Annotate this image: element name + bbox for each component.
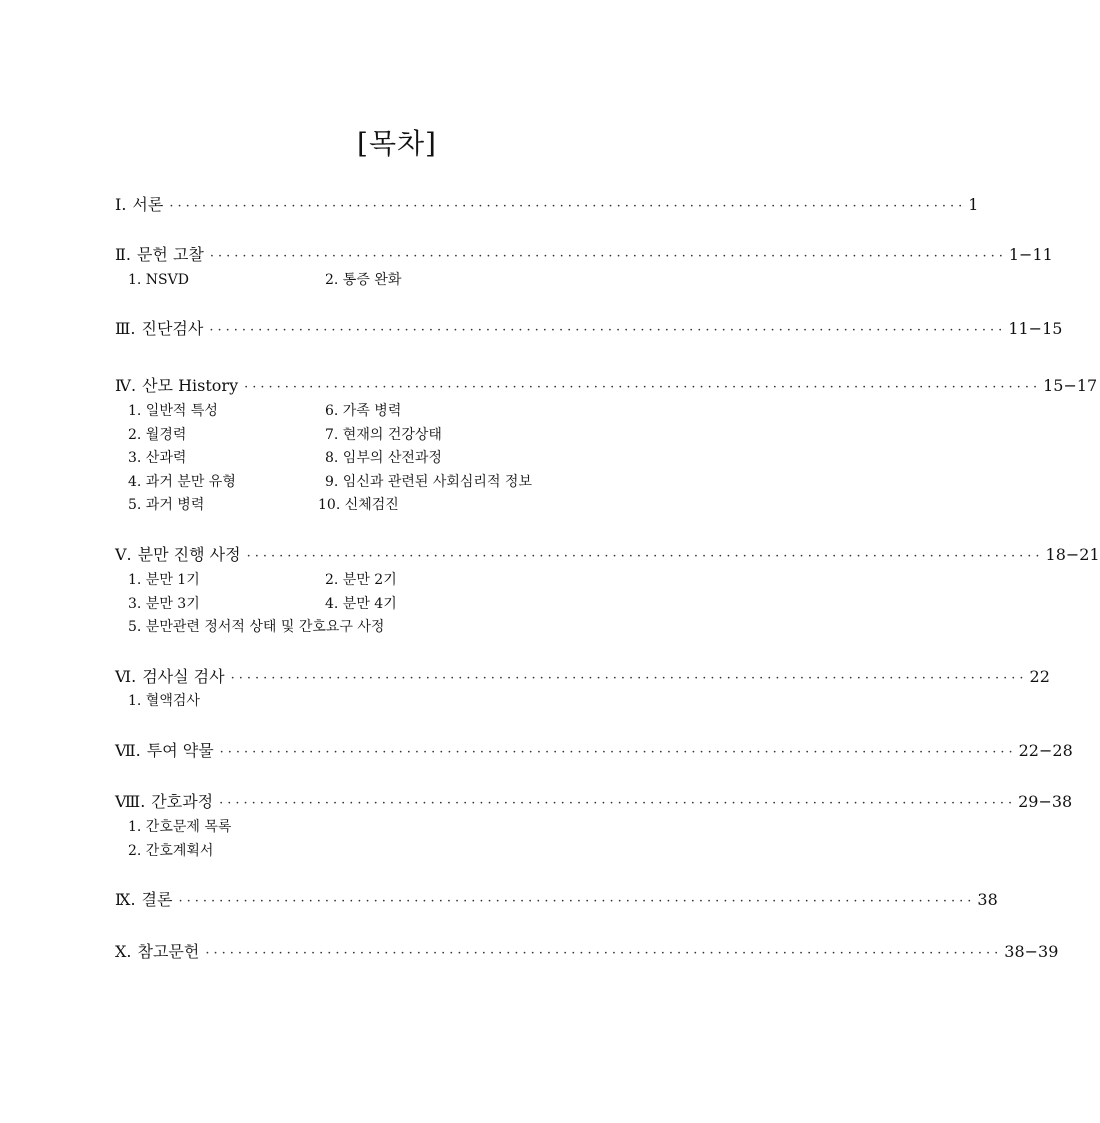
toc-entry-nursing-process[interactable] [115, 789, 1073, 815]
toc-subitem[interactable]: 1. 혈액검사 [128, 693, 200, 709]
toc-page-number: 22−28 [1018, 741, 1073, 760]
toc-label: 투여 약물 [146, 741, 214, 760]
toc-subrow [128, 447, 688, 469]
toc-label: 진단검사 [141, 319, 204, 338]
toc-number: Ⅲ. [115, 319, 136, 338]
toc-subrow [128, 400, 688, 422]
toc-entry-medications[interactable] [115, 738, 1073, 764]
toc-subitem[interactable]: 7. 현재의 건강상태 [325, 427, 442, 443]
toc-leader-dots: ·································································································· [219, 745, 1017, 760]
toc-number: Ⅳ. [115, 376, 137, 395]
toc-subitem[interactable]: 1. 간호문제 목록 [128, 819, 232, 835]
toc-entry-lab-tests[interactable] [115, 664, 1050, 690]
toc-subrow [128, 494, 688, 516]
toc-subitem[interactable]: 9. 임신과 관련된 사회심리적 정보 [325, 474, 532, 490]
toc-subrow [128, 616, 688, 638]
toc-subitem[interactable]: 4. 분만 4기 [325, 596, 397, 612]
toc-subitem[interactable]: 6. 가족 병력 [325, 403, 402, 419]
toc-entry-labor-assessment[interactable] [115, 542, 1100, 568]
toc-leader-dots: ·································································································· [230, 671, 1028, 686]
toc-number: Ⅸ. [115, 890, 136, 909]
toc-entry-literature-review[interactable] [115, 242, 1053, 268]
toc-number: Ⅰ. [115, 195, 127, 214]
toc-label: 참고문헌 [137, 942, 200, 961]
toc-leader-dots: ·································································································· [219, 796, 1017, 811]
toc-subrow [128, 690, 688, 712]
toc-label: 문헌 고찰 [136, 245, 204, 264]
toc-label: 서론 [132, 195, 164, 214]
toc-leader-dots: ·································································································· [209, 323, 1007, 338]
toc-leader-dots: ·································································································· [209, 249, 1007, 264]
toc-number: Ⅶ. [115, 741, 141, 760]
toc-subitem[interactable]: 2. 월경력 [128, 427, 187, 443]
toc-subrow [128, 593, 688, 615]
toc-subitem[interactable]: 4. 과거 분만 유형 [128, 474, 236, 490]
toc-number: Ⅵ. [115, 667, 137, 686]
toc-subitem[interactable]: 8. 임부의 산전과정 [325, 450, 442, 466]
toc-subrow [128, 471, 688, 493]
toc-subitem[interactable]: 2. 간호계획서 [128, 843, 214, 859]
toc-subitem[interactable]: 2. 통증 완화 [325, 272, 402, 288]
toc-number: Ⅱ. [115, 245, 131, 264]
toc-entry-introduction[interactable] [115, 192, 979, 218]
toc-subitem[interactable]: 1. 일반적 특성 [128, 403, 218, 419]
toc-page-number: 38−39 [1004, 942, 1059, 961]
toc-page-number: 1 [968, 195, 979, 214]
toc-entry-conclusion[interactable] [115, 887, 998, 913]
toc-entry-diagnostic-tests[interactable] [115, 316, 1063, 342]
toc-number: Ⅷ. [115, 792, 146, 811]
toc-leader-dots: ·································································································· [205, 946, 1003, 961]
toc-leader-dots: ·································································································· [246, 549, 1044, 564]
toc-page-number: 38 [977, 890, 998, 909]
toc-label: 간호과정 [151, 792, 214, 811]
toc-entry-references[interactable] [115, 939, 1059, 965]
toc-subitem[interactable]: 10. 신체검진 [318, 497, 399, 513]
toc-page-number: 11−15 [1008, 319, 1063, 338]
toc-leader-dots: ·································································································· [178, 894, 976, 909]
toc-subrow [128, 569, 688, 591]
toc-page-number: 22 [1029, 667, 1050, 686]
toc-subitem[interactable]: 5. 과거 병력 [128, 497, 205, 513]
toc-page-number: 18−21 [1045, 545, 1100, 564]
toc-subitem[interactable]: 1. NSVD [128, 272, 189, 288]
toc-subitem[interactable]: 3. 산과력 [128, 450, 187, 466]
toc-subitem[interactable]: 3. 분만 3기 [128, 596, 200, 612]
toc-subitem[interactable]: 2. 분만 2기 [325, 572, 397, 588]
page-title: [목차] [357, 127, 437, 160]
toc-label: 분만 진행 사정 [137, 545, 241, 564]
toc-leader-dots: ·································································································· [169, 199, 967, 214]
toc-subrow [128, 269, 688, 291]
toc-page-number: 29−38 [1018, 792, 1073, 811]
toc-label: 산모 History [142, 376, 239, 395]
toc-number: Ⅹ. [115, 942, 132, 961]
toc-page-number: 1−11 [1008, 245, 1053, 264]
toc-leader-dots: ·································································································· [244, 380, 1042, 395]
toc-subrow [128, 816, 688, 838]
toc-subrow [128, 840, 688, 862]
toc-label: 결론 [141, 890, 173, 909]
toc-label: 검사실 검사 [142, 667, 225, 686]
toc-subitem[interactable]: 5. 분만관련 정서적 상태 및 간호요구 사정 [128, 619, 385, 635]
toc-subitem[interactable]: 1. 분만 1기 [128, 572, 200, 588]
toc-subrow [128, 424, 688, 446]
toc-number: Ⅴ. [115, 545, 132, 564]
toc-entry-maternal-history[interactable] [115, 373, 1098, 399]
toc-page-number: 15−17 [1043, 376, 1098, 395]
